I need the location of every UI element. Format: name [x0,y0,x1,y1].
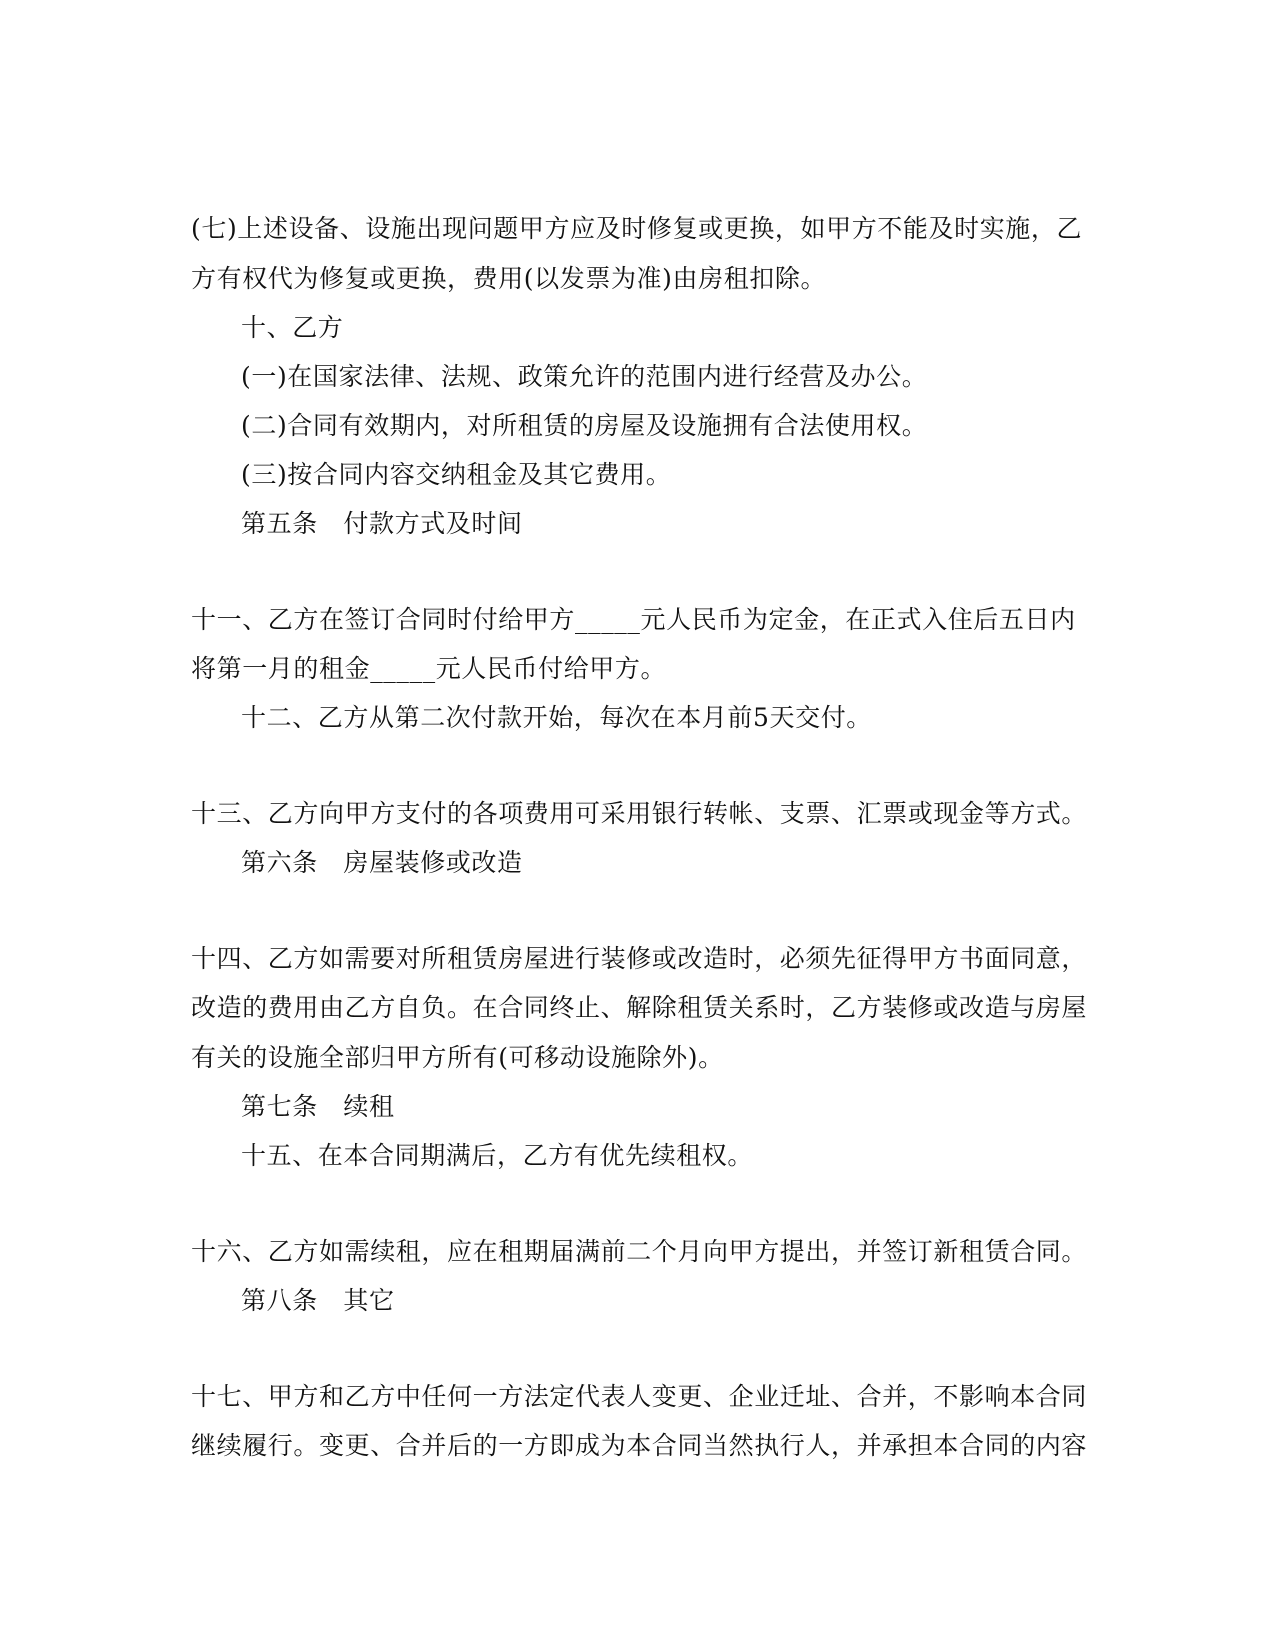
text-line: 将第一月的租金_____元人民币付给甲方。 [191,654,667,683]
article-heading: 第六条 房屋装修或改造 [241,848,523,877]
text-line: 十二、乙方从第二次付款开始，每次在本月前5天交付。 [241,703,872,732]
text-line: 十四、乙方如需要对所租赁房屋进行装修或改造时，必须先征得甲方书面同意， [191,944,1088,973]
text-line: 有关的设施全部归甲方所有(可移动设施除外)。 [191,1043,724,1072]
text-line: (三)按合同内容交纳租金及其它费用。 [241,460,672,489]
text-line: 十六、乙方如需续租，应在租期届满前二个月向甲方提出，并签订新租赁合同。 [191,1237,1088,1266]
text-line: 改造的费用由乙方自负。在合同终止、解除租赁关系时，乙方装修或改造与房屋 [191,993,1088,1022]
text-line: 十三、乙方向甲方支付的各项费用可采用银行转帐、支票、汇票或现金等方式。 [191,799,1088,828]
text-line: (一)在国家法律、法规、政策允许的范围内进行经营及办公。 [241,362,928,391]
article-heading: 第七条 续租 [241,1092,395,1121]
text-line: 十五、在本合同期满后，乙方有优先续租权。 [241,1141,754,1170]
text-line: 十七、甲方和乙方中任何一方法定代表人变更、企业迁址、合并，不影响本合同 [191,1382,1088,1411]
text-line: 继续履行。变更、合并后的一方即成为本合同当然执行人，并承担本合同的内容 [191,1431,1088,1460]
article-heading: 第八条 其它 [241,1286,395,1315]
article-heading: 第五条 付款方式及时间 [241,509,523,538]
text-line: 方有权代为修复或更换，费用(以发票为准)由房租扣除。 [191,264,827,293]
text-line: (二)合同有效期内，对所租赁的房屋及设施拥有合法使用权。 [241,411,928,440]
text-line: (七)上述设备、设施出现问题甲方应及时修复或更换，如甲方不能及时实施，乙 [191,214,1083,243]
text-line: 十一、乙方在签订合同时付给甲方_____元人民币为定金，在正式入住后五日内 [191,605,1076,634]
section-heading: 十、乙方 [241,313,344,342]
